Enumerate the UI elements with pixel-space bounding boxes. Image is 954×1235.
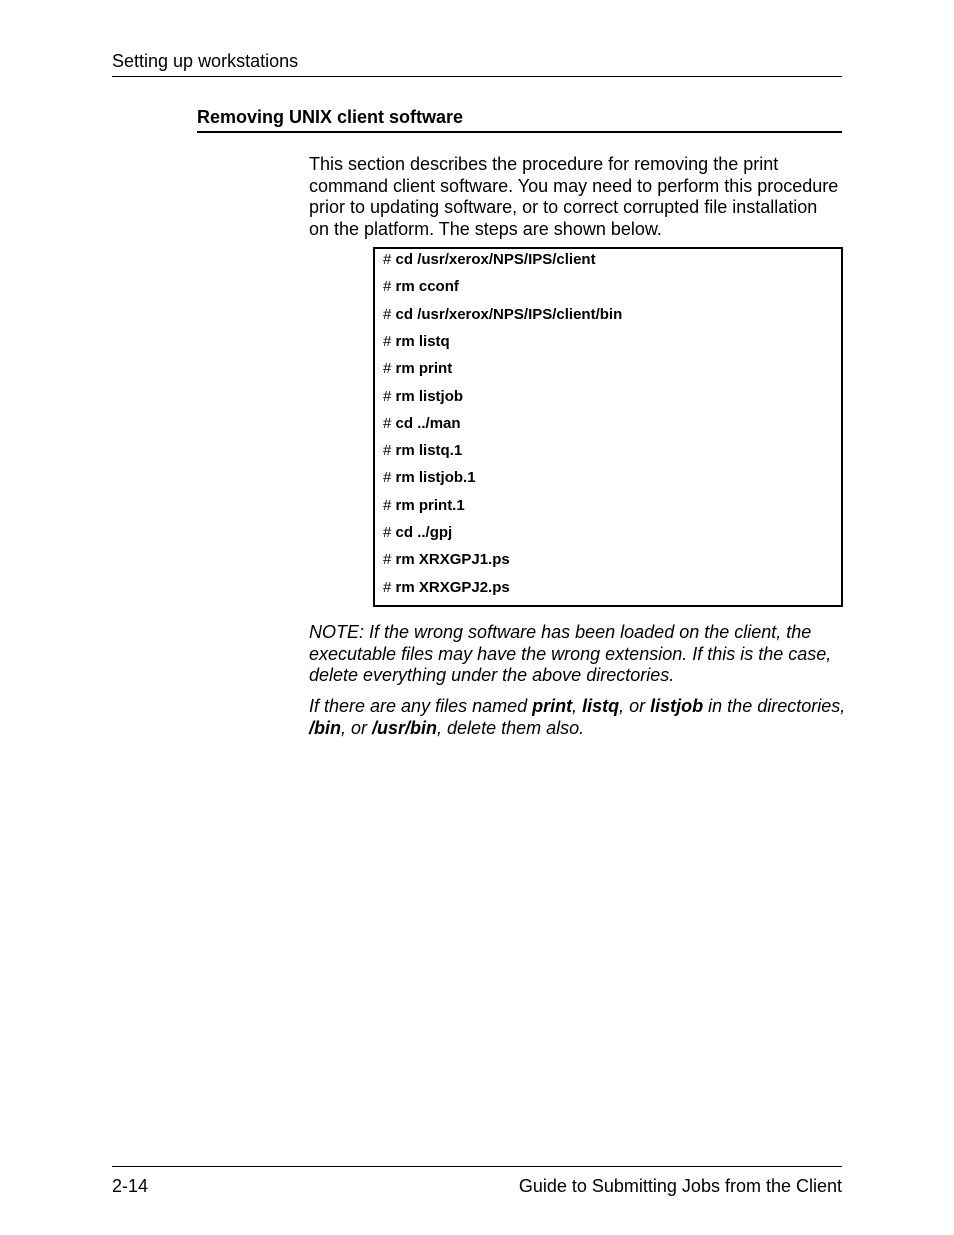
command-text: rm print [395,360,453,378]
command-text: rm XRXGPJ1.ps [395,551,510,569]
command-line [383,360,452,377]
files-note-text: , delete them also. [437,717,585,738]
command-line [383,524,452,541]
command-text: rm listjob [395,387,464,405]
book-title: Guide to Submitting Jobs from the Client [518,1176,842,1196]
files-note-separator: , or [619,696,651,716]
command-text: cd ../gpj [395,524,453,541]
files-note-text: in the directories, [703,696,846,716]
files-note-paragraph [309,696,849,739]
prompt-symbol: # [383,442,392,460]
command-line [383,442,462,459]
files-note-separator: , or [341,717,373,738]
prompt-symbol: # [383,496,392,514]
directory-usr-bin: /usr/bin [372,717,438,738]
prompt-symbol: # [383,414,392,432]
prompt-symbol: # [383,360,392,378]
files-note-text: If there are any files named [309,696,533,716]
header-rule [112,76,842,77]
command-text: rm listjob.1 [395,469,476,487]
prompt-symbol: # [383,387,392,405]
section-title: Removing UNIX client software [197,107,464,127]
command-text: cd /usr/xerox/NPS/IPS/client/bin [395,305,623,323]
prompt-symbol: # [383,524,392,541]
prompt-symbol: # [383,332,392,350]
command-line [383,497,465,514]
command-line [383,579,510,596]
file-name-print: print [532,696,573,716]
prompt-symbol: # [383,551,392,569]
command-line [383,278,459,295]
command-text: cd ../man [395,414,461,432]
prompt-symbol: # [383,305,392,323]
title-rule [197,131,842,133]
command-box [373,247,843,607]
command-text: rm cconf [395,278,459,296]
directory-bin: /bin [309,717,341,738]
files-note-separator: , [572,696,583,716]
file-name-listjob: listjob [650,696,704,716]
prompt-symbol: # [383,578,392,596]
page-number: 2-14 [112,1176,149,1196]
command-text: rm print.1 [395,496,465,514]
command-text: rm listq [395,332,450,350]
command-text: cd /usr/xerox/NPS/IPS/client [395,251,596,268]
command-line [383,469,476,486]
footer-rule [112,1166,842,1167]
command-text: rm listq.1 [395,442,463,460]
prompt-symbol: # [383,469,392,487]
command-line [383,388,463,405]
prompt-symbol: # [383,278,392,296]
intro-paragraph: This section describes the procedure for removing the print command client software. You may need to perform this procedure prior to updating software, or to correct corrupted file installation on the platform. The steps are shown below. [309,154,839,239]
command-line [383,551,510,568]
running-header: Setting up workstations [112,51,299,71]
note-paragraph: NOTE: If the wrong software has been loaded on the client, the executable files may have the wrong extension. If this is the case, delete everything under the above directories. [309,622,832,685]
command-line [383,415,461,432]
command-line [383,251,596,268]
prompt-symbol: # [383,251,392,268]
command-line [383,333,450,350]
file-name-listq: listq [582,696,620,716]
command-line [383,306,622,323]
command-text: rm XRXGPJ2.ps [395,578,510,596]
